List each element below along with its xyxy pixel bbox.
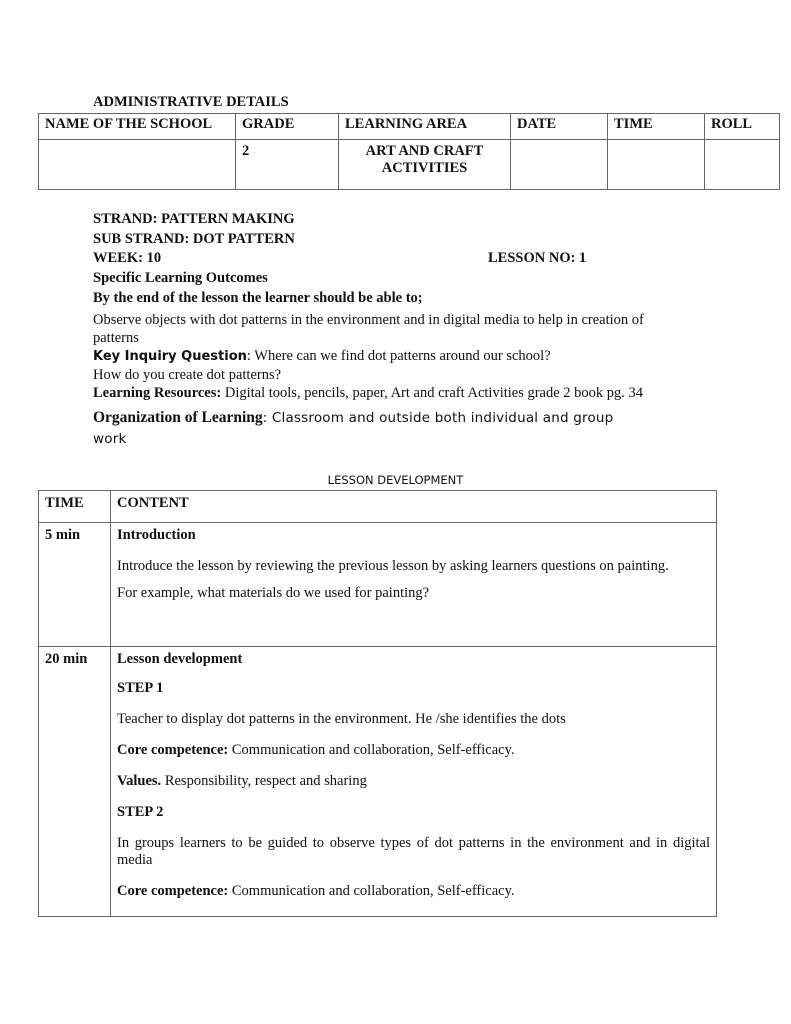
kiq-text: : Where can we find dot patterns around our school? bbox=[246, 348, 551, 364]
admin-details-table bbox=[38, 113, 780, 190]
value-date bbox=[511, 140, 608, 190]
resources-text: Digital tools, pencils, paper, Art and craft Activities grade 2 book pg. 34 bbox=[221, 385, 644, 401]
step-2-text: In groups learners to be guided to observe types of dot patterns in the environment and in digital media bbox=[117, 835, 710, 868]
kiq-label: Key Inquiry Question bbox=[93, 349, 247, 364]
lesson-development-title: LESSON DEVELOPMENT bbox=[327, 473, 464, 487]
row-time: 5 min bbox=[39, 523, 111, 647]
value-time bbox=[608, 140, 705, 190]
value-learning-area: ART AND CRAFT ACTIVITIES bbox=[339, 140, 511, 190]
core-competence-label: Core competence: bbox=[117, 883, 229, 899]
kiq-question-2: How do you create dot patterns? bbox=[93, 367, 282, 383]
org-label: Organization of Learning bbox=[93, 409, 263, 426]
header-time: TIME bbox=[39, 491, 111, 523]
admin-details-title: ADMINISTRATIVE DETAILS bbox=[93, 94, 289, 110]
intro-paragraph-1: Introduce the lesson by reviewing the previous lesson by asking learners questions on painting. bbox=[117, 558, 669, 574]
header-learning-area: LEARNING AREA bbox=[339, 114, 511, 140]
organization-of-learning bbox=[93, 409, 613, 427]
strand: STRAND: PATTERN MAKING bbox=[93, 211, 295, 227]
row-content bbox=[111, 523, 717, 647]
slo-text: Observe objects with dot patterns in the environment and in digital media to help in creation of bbox=[93, 312, 644, 328]
header-content: CONTENT bbox=[111, 491, 717, 523]
value-grade: 2 bbox=[236, 140, 339, 190]
header-roll: ROLL bbox=[705, 114, 780, 140]
values-text: Responsibility, respect and sharing bbox=[161, 773, 367, 789]
value-school-name bbox=[39, 140, 236, 190]
learning-resources bbox=[93, 385, 643, 402]
core-competence-text: Communication and collaboration, Self-efficacy. bbox=[228, 742, 515, 758]
header-date: DATE bbox=[511, 114, 608, 140]
slo-intro: By the end of the lesson the learner should be able to; bbox=[93, 290, 423, 306]
table-row bbox=[39, 523, 717, 647]
step-1-text: Teacher to display dot patterns in the environment. He /she identifies the dots bbox=[117, 711, 566, 727]
header-school-name: NAME OF THE SCHOOL bbox=[39, 114, 236, 140]
intro-paragraph-2: For example, what materials do we used for painting? bbox=[117, 585, 430, 601]
lesson-development-table bbox=[38, 490, 717, 917]
slo-text-continued: patterns bbox=[93, 330, 139, 346]
core-competence-1 bbox=[117, 742, 710, 759]
resources-label: Learning Resources: bbox=[93, 385, 222, 401]
values-label: Values. bbox=[117, 773, 162, 789]
value-roll bbox=[705, 140, 780, 190]
org-text-continued: work bbox=[93, 431, 127, 447]
core-competence-label: Core competence: bbox=[117, 742, 229, 758]
header-time: TIME bbox=[608, 114, 705, 140]
row-time: 20 min bbox=[39, 647, 111, 917]
key-inquiry-question bbox=[93, 348, 551, 365]
week: WEEK: 10 bbox=[93, 250, 162, 266]
values bbox=[117, 773, 710, 790]
row-heading: Lesson development bbox=[117, 651, 243, 667]
table-row bbox=[39, 647, 717, 917]
org-text: : Classroom and outside both individual and group bbox=[262, 410, 614, 426]
step-1-label: STEP 1 bbox=[117, 680, 164, 696]
slo-heading: Specific Learning Outcomes bbox=[93, 270, 268, 286]
lesson-number: LESSON NO: 1 bbox=[488, 250, 587, 266]
admin-values-row bbox=[39, 140, 780, 190]
row-heading: Introduction bbox=[117, 527, 196, 543]
core-competence-text: Communication and collaboration, Self-efficacy. bbox=[228, 883, 515, 899]
admin-header-row bbox=[39, 114, 780, 140]
sub-strand: SUB STRAND: DOT PATTERN bbox=[93, 231, 295, 247]
header-grade: GRADE bbox=[236, 114, 339, 140]
row-content bbox=[111, 647, 717, 917]
lesson-header-row bbox=[39, 491, 717, 523]
step-2-label: STEP 2 bbox=[117, 804, 164, 820]
core-competence-2 bbox=[117, 883, 710, 900]
